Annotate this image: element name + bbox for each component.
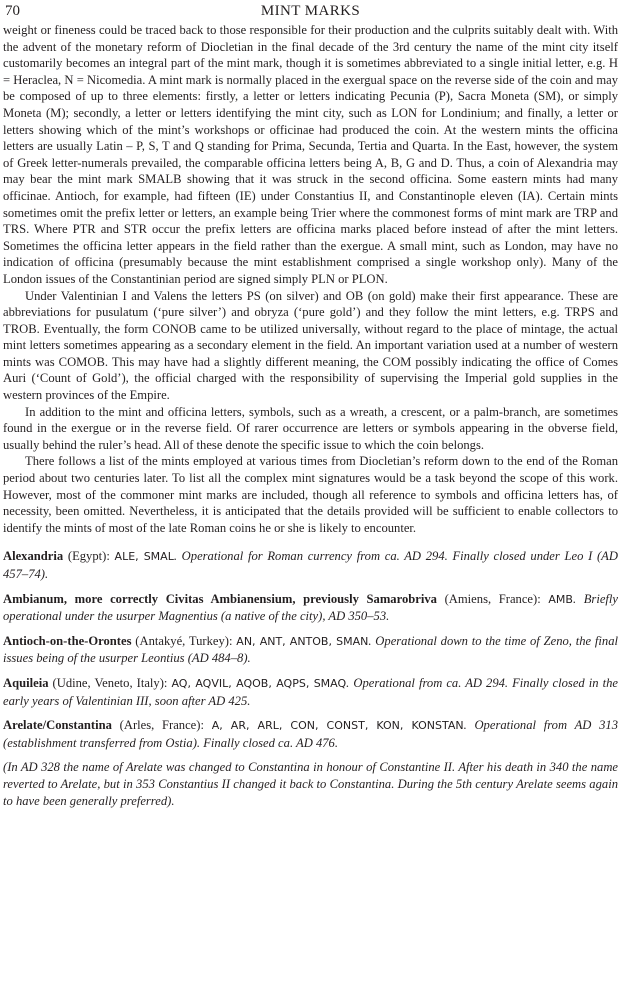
mint-entry-ambianum <box>3 591 618 625</box>
mint-description: . Briefly operational under the usurper Magnentius (a native of the city), AD 350–53. <box>3 591 619 624</box>
mint-marks: AN, ANT, ANTOB, SMAN <box>236 634 369 648</box>
mint-entry-antioch <box>3 633 618 667</box>
arelate-name-note: (In AD 328 the name of Arelate was changed to Constantina in honour of Constantine II. After his death in 340 the name reverted to Arelate, but in 353 Constantius II changed it back to Constantina. During the 5th century Arelate seems again to have been generally preferred). <box>3 760 618 808</box>
paragraph-mint-mark-composition: weight or fineness could be traced back to those responsible for their production and the culprits suitably dealt with. With the advent of the monetary reform of Diocletian in the final decade of the 3rd century the name of the mint city itself customarily becomes an integral part of the mint mark, though it is sometimes abbreviated to a single initial letter, e.g. H = Heraclea, N = Nicomedia. A mint mark is normally placed in the exergual space on the reverse side of the coin and may be composed of up to three elements: firstly, a letter or letters indicating Pecunia (P), Sacra Moneta (SM), or simply Moneta (M); secondly, a letter or letters identifying the mint city, such as LON for Londinium; and finally, a letter or letters showing which of the mint’s workshops or officinae had produced the coin. At the western mints the officina letters are usually Latin – P, S, T and Q standing for Prima, Secunda, Tertia and Quarta. In the East, however, the system of Greek letter-numerals prevailed, the comparable officina letters being A, B, G and D. Thus, a coin of Alexandria may may bear the mint mark SMALB showing that it was struck in the second officina. Some eastern mints had many officinae. Antioch, for example, had fifteen (IE) under Constantius II, and Constantinople eleven (IA). Certain mints sometimes omit the prefix letter or letters, an example being Trier where the commonest forms of mint mark are TRP and TRS. Where PTR and STR occur the prefix letters are officina marks placed before instead of after the mint letters. Sometimes the officina letter appears in the field rather than the exergue. A small mint, such as London, may have no indication of officina (presumably because the mint establishment comprised a single workshop only). Many of the London issues of the Constantinian period are signed simply PLN or PLON. <box>3 23 618 286</box>
mint-location: (Amiens, France): <box>436 591 549 606</box>
mint-location: (Antakyé, Turkey): <box>131 633 237 648</box>
mint-name: Aquileia <box>3 675 49 690</box>
running-head <box>3 0 618 22</box>
mint-entry-arelate <box>3 717 618 751</box>
mint-marks: AQ, AQVIL, AQOB, AQPS, SMAQ <box>171 676 347 690</box>
mint-marks: AMB <box>548 592 573 606</box>
mint-location: (Arles, France): <box>111 718 212 733</box>
mint-location: (Egypt): <box>63 549 115 564</box>
mint-location: (Udine, Veneto, Italy): <box>48 675 172 690</box>
body-text <box>3 22 618 536</box>
mint-entry-aquileia <box>3 675 618 709</box>
mint-name: Ambianum, more correctly Civitas Ambianensium, previously Samarobriva <box>3 591 437 606</box>
page-number: 70 <box>5 3 20 19</box>
mint-description: . Operational down to the time of Zeno, the final issues being of the usurper Leontius (AD 484–8). <box>3 633 619 666</box>
mint-marks: A, AR, ARL, CON, CONST, KON, KONSTAN <box>211 719 464 733</box>
paragraph-symbols: In addition to the mint and officina letters, symbols, such as a wreath, a crescent, or a palm-branch, are sometimes found in the exergue or in the reverse field. Of rarer occurrence are letters or symbols appearing in the obverse field, usually behind the ruler’s head. All of these denote the specific issue to which the coin belongs. <box>3 404 618 452</box>
paragraph-mint-list-intro: There follows a list of the mints employed at various times from Diocletian’s reform down to the end of the Roman period about two centuries later. To list all the complex mint signatures would be a task beyond the scope of this work. However, most of the commoner mint marks are included, though all reference to symbols and officina letters has, of necessity, been omitted. Nevertheless, it is anticipated that the details provided will be sufficient to enable collectors to identify the mints of most of the late Roman coins he or she is likely to encounter. <box>3 454 618 535</box>
mint-name: Arelate/Constantina <box>3 718 112 733</box>
mint-description: . Operational from ca. AD 294. Finally closed in the early years of Valentinian III, soon after AD 425. <box>3 675 618 708</box>
mint-description: . Operational from AD 313 (establishment transferred from Ostia). Finally closed ca. AD 476. <box>3 718 618 750</box>
mint-list <box>3 548 618 809</box>
mint-name: Alexandria <box>3 549 64 564</box>
mint-description: . Operational for Roman currency from ca. AD 294. Finally closed under Leo I (AD 457–74). <box>3 549 618 581</box>
chapter-title: MINT MARKS <box>260 3 361 19</box>
paragraph-precious-metal-marks: Under Valentinian I and Valens the letters PS (on silver) and OB (on gold) make their first appearance. These are abbreviations for pusulatum (‘pure silver’) and obryza (‘pure gold’) and they follow the mint letters, e.g. TRPS and TROB. Eventually, the form CONOB came to be utilized universally, without regard to the place of mintage, the actual mint letters sometimes appearing as a secondary element in the field. An important variation used at a number of western mints was COMOB. This may have had a slightly different meaning, the COM possibly indicating the office of Comes Auri (‘Count of Gold’), the official charged with the responsibility of supervising the Imperial gold supplies in the western provinces of the Empire. <box>3 288 618 403</box>
mint-entry-alexandria <box>3 548 618 582</box>
mint-marks: ALE, SMAL <box>114 550 174 564</box>
mint-name: Antioch-on-the-Orontes <box>3 633 132 648</box>
